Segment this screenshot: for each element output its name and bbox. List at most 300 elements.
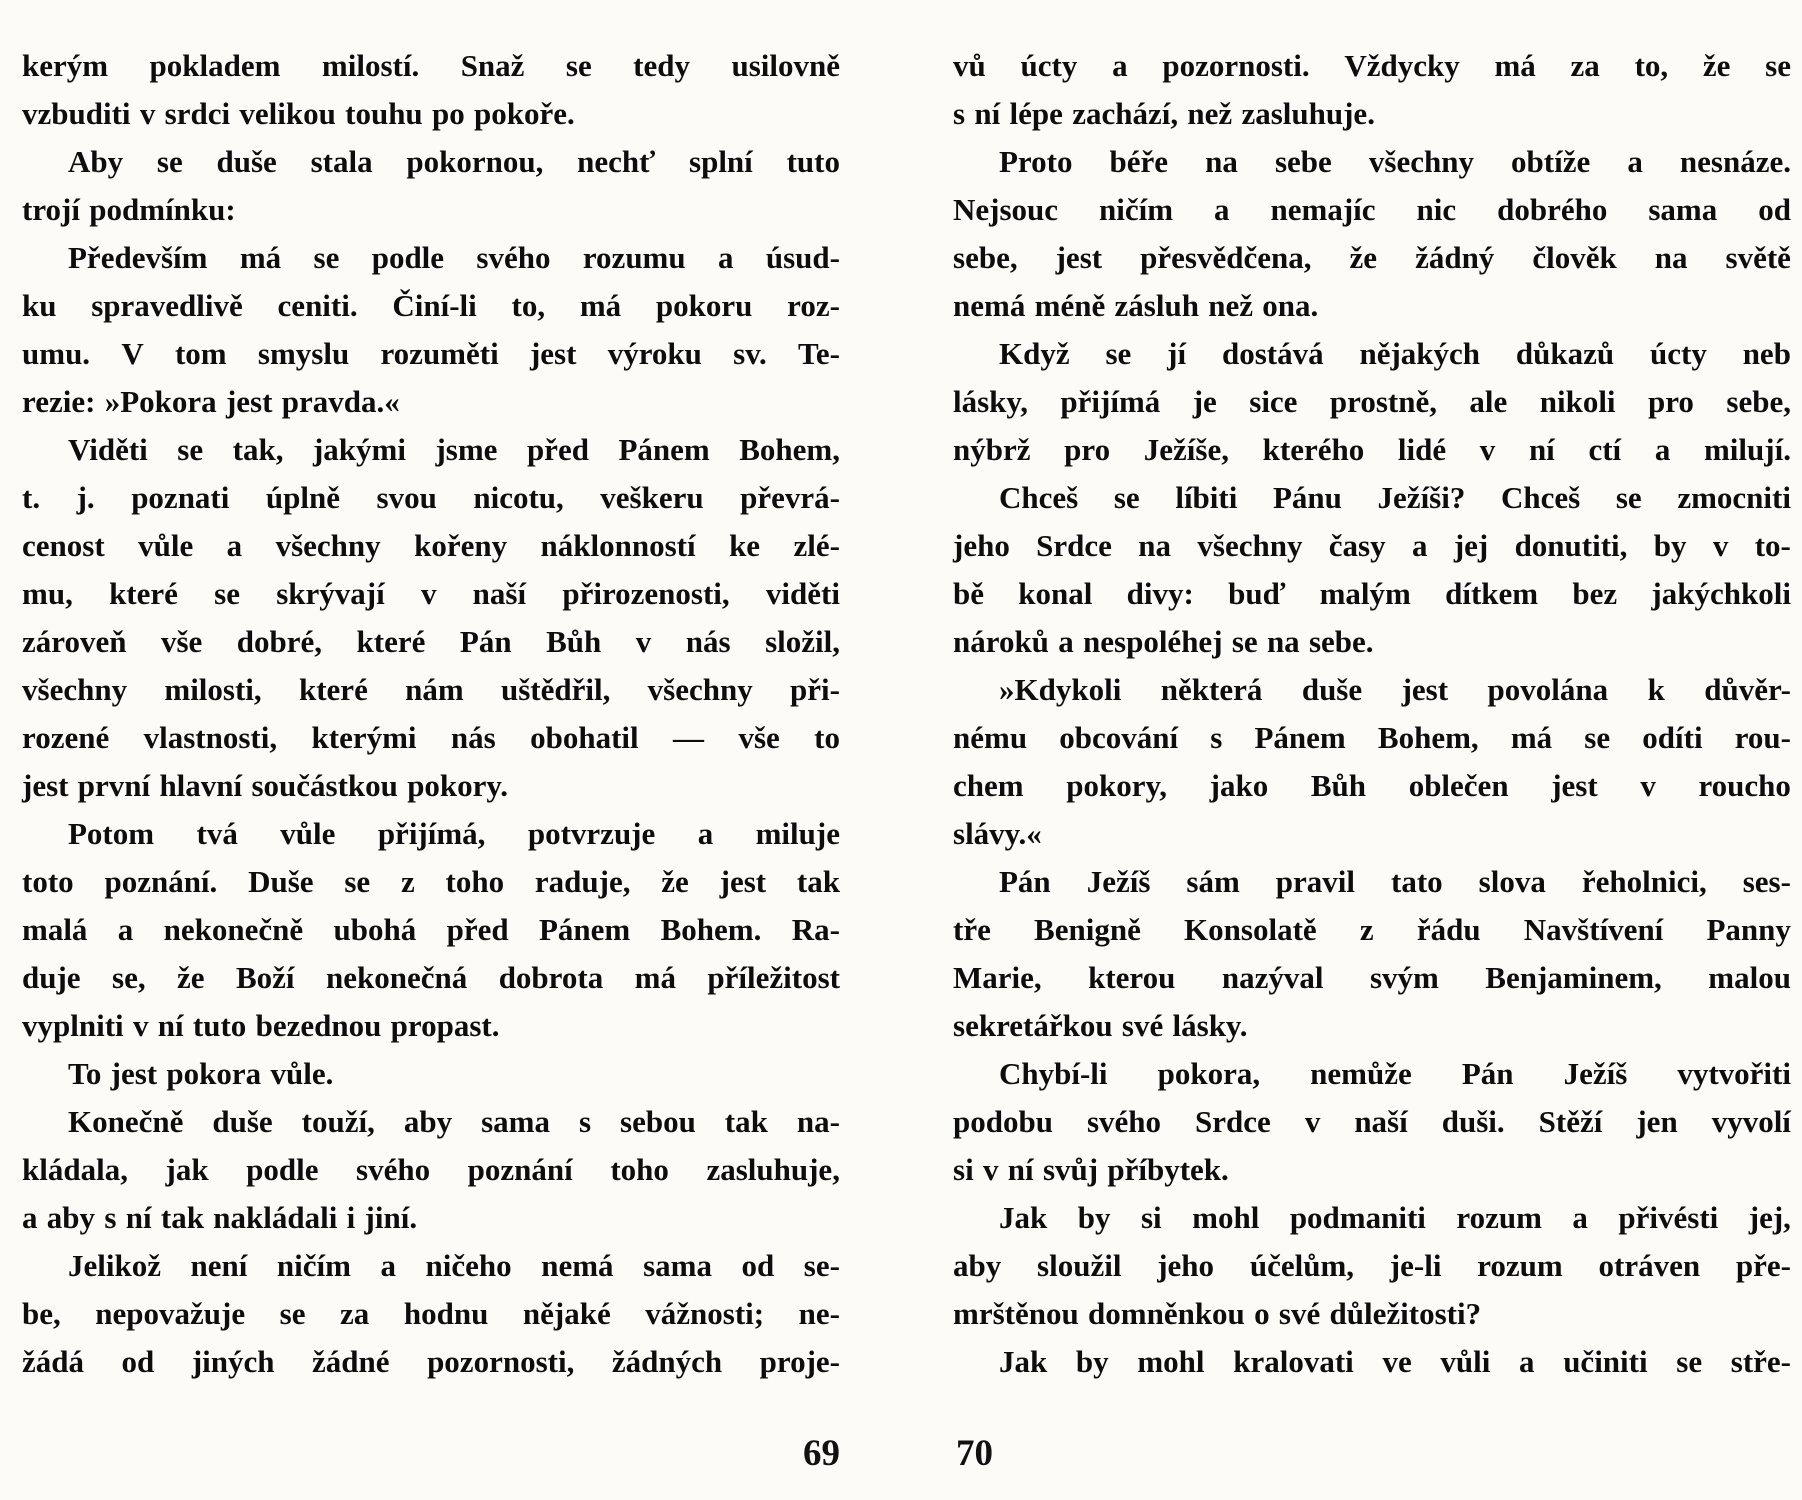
word: časy xyxy=(1328,528,1386,563)
text-line xyxy=(22,426,840,474)
text-line xyxy=(22,1146,840,1194)
word: skrývají xyxy=(276,576,385,611)
word: přivésti xyxy=(1618,1200,1719,1235)
word: před xyxy=(446,912,509,947)
word: prostně, xyxy=(1329,384,1437,419)
page-number-69: 69 xyxy=(803,1433,840,1474)
word: za xyxy=(1570,48,1600,83)
word: které xyxy=(109,576,178,611)
word: jest xyxy=(1055,240,1103,275)
word: milostí. xyxy=(321,48,420,83)
word: důkazů xyxy=(1515,336,1615,371)
word: jen xyxy=(1636,1104,1678,1139)
word: ctí xyxy=(1588,432,1622,467)
word: od xyxy=(1758,192,1791,227)
word: Když xyxy=(999,336,1070,371)
text-line xyxy=(953,858,1791,906)
word: jest xyxy=(529,336,577,371)
word: tak xyxy=(724,1104,768,1139)
word: pokoře. xyxy=(474,96,575,131)
word: jest xyxy=(110,1056,158,1091)
page-69-text-column xyxy=(22,42,840,1386)
word: velikou xyxy=(239,96,336,131)
word: jest xyxy=(22,768,69,803)
word: roz- xyxy=(787,288,840,323)
word: Pánu xyxy=(1272,480,1342,515)
word: rozumu xyxy=(582,240,686,275)
word: duši. xyxy=(1441,1104,1505,1139)
word: Ježíši? xyxy=(1377,480,1466,515)
word: nemůže xyxy=(1310,1056,1412,1091)
word: Marie, xyxy=(953,960,1042,995)
word: jakýchkoli xyxy=(1651,576,1791,611)
word: nakládali xyxy=(213,1200,338,1235)
word: nemá xyxy=(953,288,1026,323)
word: duje xyxy=(22,960,81,995)
word: kralovati xyxy=(1233,1344,1354,1379)
word: nazýval xyxy=(1221,960,1324,995)
text-line xyxy=(953,570,1791,618)
text-line xyxy=(953,810,1791,858)
word: milují. xyxy=(1703,432,1791,467)
word: nám xyxy=(405,672,464,707)
word: slávy.« xyxy=(953,816,1042,851)
text-line xyxy=(22,1338,840,1386)
word: Vždycky xyxy=(1344,48,1460,83)
word: příbytek. xyxy=(1107,1152,1229,1187)
word: vyvolí xyxy=(1711,1104,1791,1139)
word: jako xyxy=(1209,768,1269,803)
word: nějakých xyxy=(1359,336,1481,371)
word: ničím xyxy=(276,1248,351,1283)
text-line xyxy=(953,906,1791,954)
text-line xyxy=(953,618,1791,666)
word: Proto xyxy=(999,144,1073,179)
text-line xyxy=(22,570,840,618)
word: nemajíc xyxy=(1270,192,1376,227)
word: některá xyxy=(1160,672,1263,707)
word: všechny xyxy=(647,672,753,707)
word: složil, xyxy=(765,624,840,659)
word: konal xyxy=(1018,576,1093,611)
word: je xyxy=(1192,384,1217,419)
word: toho xyxy=(610,1152,669,1187)
text-line xyxy=(953,762,1791,810)
word: dobrého xyxy=(1497,192,1608,227)
word: nikoli xyxy=(1539,384,1616,419)
word: Ježíš xyxy=(1086,864,1151,899)
word: v xyxy=(139,96,156,131)
word: vyplniti xyxy=(22,1008,124,1043)
text-line xyxy=(22,1098,840,1146)
word: pokora, xyxy=(1157,1056,1261,1091)
word: rozum xyxy=(1456,1200,1542,1235)
text-line xyxy=(22,1050,840,1098)
word: z xyxy=(400,864,415,899)
word: kterou xyxy=(1088,960,1176,995)
text-line xyxy=(22,282,840,330)
word: Pán xyxy=(459,624,512,659)
word: o xyxy=(1254,1296,1270,1331)
word: své xyxy=(1121,1008,1164,1043)
word: účelům, xyxy=(1249,1248,1355,1283)
word: od xyxy=(741,1248,775,1283)
word: má xyxy=(1510,720,1553,755)
text-line xyxy=(22,42,840,90)
text-line xyxy=(953,1002,1791,1050)
text-line xyxy=(953,1146,1791,1194)
word: nicotu, xyxy=(473,480,564,515)
word: buď xyxy=(1228,576,1286,611)
word: sebe, xyxy=(1726,384,1791,419)
word: bě xyxy=(953,576,984,611)
word: z xyxy=(1359,912,1374,947)
word: kerým xyxy=(22,48,109,83)
word: příležitost xyxy=(707,960,840,995)
word: malá xyxy=(22,912,88,947)
text-line xyxy=(22,858,840,906)
word: toto xyxy=(22,864,74,899)
word: přirozenosti, xyxy=(562,576,730,611)
word: ní xyxy=(974,96,1001,131)
word: Bůh xyxy=(546,624,602,659)
word: náklonností xyxy=(540,528,696,563)
word: ní xyxy=(1528,432,1555,467)
word: pro xyxy=(1647,384,1694,419)
word: nepovažuje xyxy=(95,1296,246,1331)
word: člověk xyxy=(1532,240,1617,275)
word: sama xyxy=(1648,192,1718,227)
word: a xyxy=(1654,432,1671,467)
word: pro xyxy=(1064,432,1111,467)
word: důležitosti? xyxy=(1329,1296,1482,1331)
text-line xyxy=(22,234,840,282)
word: řádu xyxy=(1416,912,1481,947)
word: se- xyxy=(803,1248,840,1283)
word: jak xyxy=(165,1152,209,1187)
word: jeho xyxy=(1157,1248,1215,1283)
word: sebe. xyxy=(1308,624,1374,659)
word: to, xyxy=(1634,48,1669,83)
word: s xyxy=(1210,720,1223,755)
word: dostává xyxy=(1221,336,1324,371)
word: ona. xyxy=(1262,288,1319,323)
word: sebe, xyxy=(953,240,1018,275)
word: Činí-li xyxy=(392,288,477,323)
word: srdci xyxy=(164,96,231,131)
word: první xyxy=(77,768,151,803)
word: vše xyxy=(738,720,780,755)
word: ubohá xyxy=(333,912,417,947)
word: má xyxy=(634,960,676,995)
word: zmocniti xyxy=(1677,480,1791,515)
word: na xyxy=(1138,528,1172,563)
word: mrštěnou xyxy=(953,1296,1079,1331)
word: všechny xyxy=(22,672,128,707)
word: že xyxy=(177,960,205,995)
text-line xyxy=(22,714,840,762)
word: miluje xyxy=(755,816,840,851)
word: chem xyxy=(953,768,1024,803)
word: méně xyxy=(1034,288,1106,323)
word: mohl xyxy=(1137,1344,1205,1379)
word: duše xyxy=(212,1104,273,1139)
word: a xyxy=(1411,528,1428,563)
word: sama xyxy=(643,1248,712,1283)
word: podmínku: xyxy=(89,192,236,227)
word: v xyxy=(1479,432,1496,467)
word: se xyxy=(1231,624,1258,659)
word: malým xyxy=(1319,576,1411,611)
word: aby xyxy=(46,1200,96,1235)
word: by xyxy=(1077,1200,1111,1235)
word: všechny xyxy=(1197,528,1303,563)
word: není xyxy=(190,1248,248,1283)
text-line xyxy=(953,330,1791,378)
word: Konsolatě xyxy=(1184,912,1317,947)
word: V xyxy=(121,336,144,371)
word: po xyxy=(431,96,465,131)
word: hodnu xyxy=(403,1296,489,1331)
word: duše xyxy=(216,144,277,179)
text-line xyxy=(22,378,840,426)
word: tře xyxy=(953,912,991,947)
word: a xyxy=(1627,144,1643,179)
word: viděti xyxy=(765,576,840,611)
word: jest xyxy=(225,384,273,419)
word: převrá- xyxy=(740,480,840,515)
word: Jak xyxy=(999,1344,1048,1379)
word: tom xyxy=(174,336,227,371)
word: svého xyxy=(356,1152,431,1187)
word: Bohem, xyxy=(1377,720,1479,755)
word: nechť xyxy=(577,144,656,179)
word: svůj xyxy=(1042,1152,1099,1187)
word: tuto xyxy=(192,1008,247,1043)
text-line xyxy=(22,1002,840,1050)
word: a xyxy=(1572,1200,1588,1235)
word: neb xyxy=(1742,336,1791,371)
text-line xyxy=(953,426,1791,474)
word: uštědřil, xyxy=(501,672,611,707)
word: tak xyxy=(160,1200,204,1235)
word: na- xyxy=(796,1104,840,1139)
word: kterými xyxy=(311,720,417,755)
word: t. xyxy=(22,480,41,515)
word: vlastnosti, xyxy=(143,720,278,755)
word: tvá xyxy=(196,816,238,851)
word: veškeru xyxy=(600,480,704,515)
text-line xyxy=(22,666,840,714)
word: slova xyxy=(1478,864,1546,899)
word: donutiti, xyxy=(1514,528,1628,563)
word: pokladem xyxy=(149,48,281,83)
word: které xyxy=(356,624,426,659)
word: vů xyxy=(953,48,986,83)
word: a xyxy=(1058,624,1074,659)
word: a xyxy=(1214,192,1230,227)
word: se xyxy=(177,432,204,467)
word: jiní. xyxy=(364,1200,418,1235)
word: Jak xyxy=(999,1200,1048,1235)
word: jest xyxy=(719,864,767,899)
word: rezie: xyxy=(22,384,96,419)
word: Stěží xyxy=(1538,1104,1603,1139)
word: sloužil xyxy=(1037,1248,1122,1283)
word: pozornosti. xyxy=(1162,48,1310,83)
word: úplně xyxy=(265,480,340,515)
word: ní xyxy=(1007,1152,1034,1187)
text-line xyxy=(953,90,1791,138)
text-line xyxy=(953,522,1791,570)
word: sice xyxy=(1249,384,1298,419)
word: Srdce xyxy=(1195,1104,1271,1139)
word: to xyxy=(814,720,840,755)
word: řeholnici, xyxy=(1581,864,1707,899)
word: — xyxy=(673,720,705,755)
word: touhu xyxy=(345,96,423,131)
word: bezednou xyxy=(255,1008,382,1043)
word: Chybí-li xyxy=(999,1056,1108,1091)
word: domněnkou xyxy=(1088,1296,1245,1331)
word: zasluhuje, xyxy=(706,1152,840,1187)
word: si xyxy=(1140,1200,1162,1235)
word: sebou xyxy=(620,1104,696,1139)
word: a xyxy=(717,240,734,275)
word: podmaniti xyxy=(1289,1200,1426,1235)
word: žádné xyxy=(312,1344,390,1379)
word: vše xyxy=(160,624,203,659)
word: při- xyxy=(790,672,840,707)
word: toho xyxy=(445,864,505,899)
text-line xyxy=(22,330,840,378)
word: mu, xyxy=(22,576,73,611)
word: má xyxy=(239,240,282,275)
word: zachází, xyxy=(1072,96,1179,131)
word: propast. xyxy=(390,1008,500,1043)
word: se xyxy=(313,240,340,275)
text-line xyxy=(22,90,840,138)
text-line xyxy=(953,474,1791,522)
word: vůli xyxy=(1440,1344,1491,1379)
text-line xyxy=(22,618,840,666)
word: »Kdykoli xyxy=(999,672,1122,707)
word: pravda.« xyxy=(281,384,400,419)
word: sv. xyxy=(733,336,767,371)
word: se xyxy=(344,864,371,899)
word: naší xyxy=(1354,1104,1408,1139)
word: touží, xyxy=(301,1104,375,1139)
word: pokory. xyxy=(407,768,508,803)
word: obtíže xyxy=(1511,144,1591,179)
word: by xyxy=(1075,1344,1109,1379)
word: dítkem xyxy=(1445,576,1539,611)
word: v xyxy=(1712,528,1729,563)
text-line xyxy=(953,186,1791,234)
word: v xyxy=(982,1152,999,1187)
text-line xyxy=(953,954,1791,1002)
word: béře xyxy=(1109,144,1169,179)
word: jej, xyxy=(1748,1200,1791,1235)
word: svou xyxy=(376,480,437,515)
word: má xyxy=(579,288,622,323)
text-line xyxy=(22,1194,840,1242)
word: Bůh xyxy=(1310,768,1367,803)
word: nic xyxy=(1416,192,1457,227)
text-line xyxy=(953,666,1791,714)
word: cenost xyxy=(22,528,105,563)
word: a xyxy=(1112,48,1128,83)
text-line xyxy=(953,1050,1791,1098)
word: nekonečně xyxy=(163,912,304,947)
word: a xyxy=(380,1248,397,1283)
text-line xyxy=(953,234,1791,282)
word: Ra- xyxy=(791,912,840,947)
word: tato xyxy=(1391,864,1443,899)
word: zasluhuje. xyxy=(1241,96,1375,131)
word: raduje, xyxy=(534,864,631,899)
word: obcování xyxy=(1059,720,1179,755)
word: To xyxy=(68,1056,102,1091)
word: Te- xyxy=(798,336,840,371)
text-line xyxy=(953,138,1791,186)
word: se xyxy=(156,144,183,179)
word: svým xyxy=(1369,960,1439,995)
word: nespoléhej xyxy=(1083,624,1223,659)
word: pokora xyxy=(166,1056,262,1091)
word: se xyxy=(565,48,592,83)
word: se, xyxy=(112,960,146,995)
word: nekonečná xyxy=(326,960,468,995)
word: přesvědčena, xyxy=(1140,240,1312,275)
word: Jelikož xyxy=(68,1248,161,1283)
word: pokoru xyxy=(655,288,753,323)
word: Benigně xyxy=(1034,912,1141,947)
text-line xyxy=(22,186,840,234)
word: vůle. xyxy=(270,1056,334,1091)
word: jakými xyxy=(312,432,406,467)
word: že xyxy=(1702,48,1731,83)
word: za xyxy=(340,1296,370,1331)
word: ke xyxy=(729,528,761,563)
word: kterého xyxy=(1262,432,1365,467)
word: a xyxy=(117,912,134,947)
word: s xyxy=(953,96,966,131)
word: podle xyxy=(371,240,445,275)
word: se xyxy=(1615,480,1642,515)
word: své xyxy=(1278,1296,1321,1331)
word: ale xyxy=(1469,384,1508,419)
word: v xyxy=(420,576,437,611)
word: Duše xyxy=(248,864,314,899)
word: se xyxy=(1105,336,1132,371)
word: Benjaminem, xyxy=(1485,960,1662,995)
word: proje- xyxy=(759,1344,840,1379)
word: se xyxy=(1584,720,1611,755)
word: odíti xyxy=(1642,720,1703,755)
word: nemá xyxy=(541,1248,614,1283)
word: nás xyxy=(685,624,731,659)
word: Navštívení xyxy=(1523,912,1664,947)
word: že xyxy=(1349,240,1378,275)
word: pozornosti, xyxy=(427,1344,575,1379)
word: jeho xyxy=(953,528,1010,563)
word: zásluh xyxy=(1114,288,1199,323)
word: aby xyxy=(953,1248,1002,1283)
word: než xyxy=(1187,96,1233,131)
word: ku xyxy=(22,288,57,323)
word: Pán xyxy=(999,864,1051,899)
